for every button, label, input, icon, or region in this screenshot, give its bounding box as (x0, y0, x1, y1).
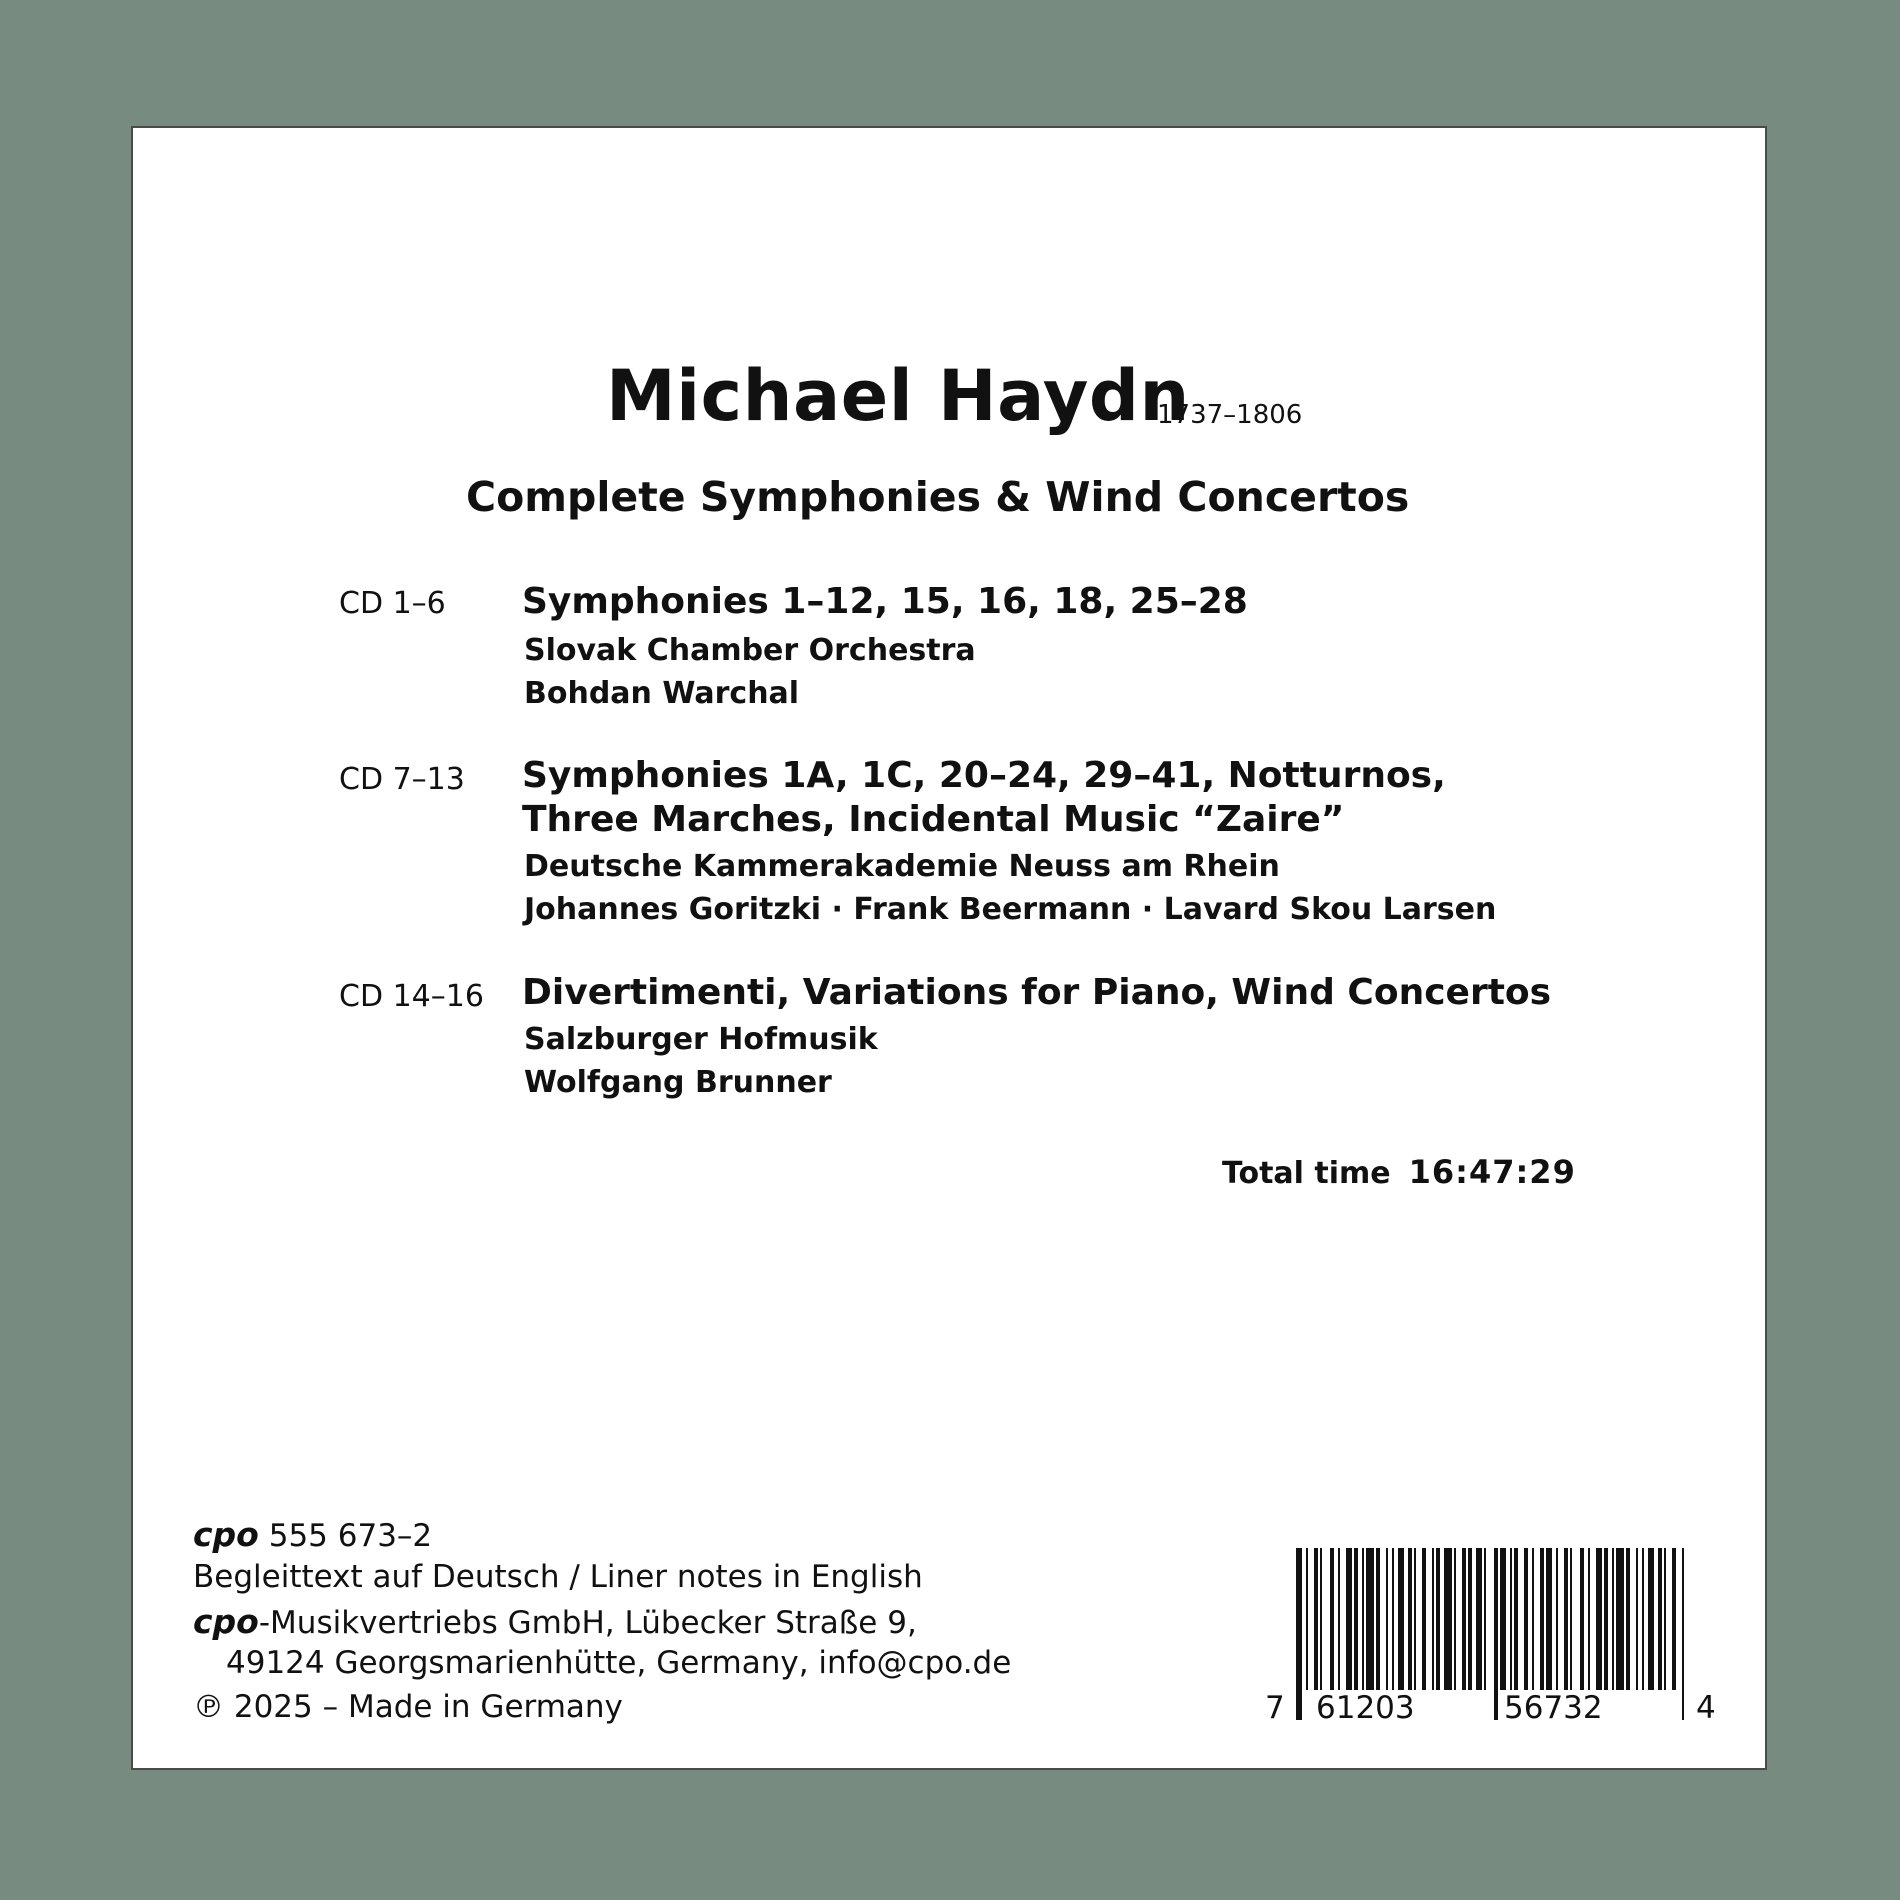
barcode-bar (1546, 1548, 1552, 1690)
barcode-digit: 7 (1265, 1690, 1285, 1726)
barcode-bar (1570, 1548, 1572, 1690)
total-time (1222, 1153, 1576, 1191)
barcode-bar (1386, 1548, 1388, 1690)
cd-performer: Slovak Chamber Orchestra (524, 633, 976, 668)
barcode-bar (1414, 1548, 1416, 1690)
cd-title: Three Marches, Incidental Music “Zaire” (522, 799, 1345, 840)
barcode-bar (1432, 1548, 1434, 1690)
cd-performer: Deutsche Kammerakademie Neuss am Rhein (524, 849, 1280, 884)
catalog-number: 555 673–2 (268, 1518, 433, 1554)
barcode-bar (1444, 1548, 1452, 1690)
barcode-bar (1500, 1548, 1506, 1690)
company-address: 49124 Georgsmarienhütte, Germany, info@cpo.de (226, 1645, 1012, 1681)
barcode-bar (1556, 1548, 1558, 1690)
cd-label: CD 7–13 (339, 762, 465, 797)
catalog-line (193, 1515, 432, 1554)
barcode-bar (1462, 1548, 1466, 1690)
barcode-bar (1648, 1548, 1654, 1690)
barcode-bar (1612, 1548, 1614, 1690)
barcode-digits-left: 61203 (1316, 1690, 1415, 1726)
liner-notes: Begleittext auf Deutsch / Liner notes in English (193, 1559, 923, 1595)
barcode-bar (1362, 1548, 1364, 1690)
cd-title: Divertimenti, Variations for Piano, Wind Concertos (522, 972, 1552, 1013)
barcode-bar (1524, 1548, 1528, 1690)
barcode-bar (1408, 1548, 1412, 1690)
barcode-bar (1376, 1548, 1380, 1690)
barcode-bar (1338, 1548, 1340, 1690)
cd-performer: Wolfgang Brunner (524, 1065, 832, 1100)
barcode-bar (1436, 1548, 1440, 1690)
barcode-bar (1588, 1548, 1590, 1690)
barcode-bar (1514, 1548, 1518, 1690)
composer-dates: 1737–1806 (1157, 400, 1303, 430)
barcode-digit: 4 (1696, 1690, 1716, 1726)
cpo-logo: cpo (193, 1602, 259, 1641)
barcode-bar (1604, 1548, 1608, 1690)
barcode-bar (1596, 1548, 1602, 1690)
cpo-logo: cpo (193, 1515, 259, 1554)
barcode-bar (1320, 1548, 1322, 1690)
barcode-bar (1484, 1548, 1486, 1690)
barcode-bar (1540, 1548, 1544, 1690)
barcode-bar (1306, 1548, 1308, 1690)
barcode-bar (1636, 1548, 1638, 1690)
barcode-bar (1664, 1548, 1666, 1690)
barcode-bar (1642, 1548, 1644, 1690)
barcode-bar (1616, 1548, 1624, 1690)
cd-title: Symphonies 1–12, 15, 16, 18, 25–28 (522, 581, 1248, 622)
company-line (193, 1602, 917, 1641)
barcode-bar (1454, 1548, 1456, 1690)
barcode-digits-right: 56732 (1504, 1690, 1603, 1726)
barcode-bar (1494, 1548, 1498, 1720)
copyright: ℗ 2025 – Made in Germany (193, 1689, 623, 1725)
barcode-bar (1672, 1548, 1676, 1690)
barcode-bar (1682, 1548, 1684, 1720)
barcode-bar (1296, 1548, 1302, 1720)
barcode-bar (1354, 1548, 1358, 1690)
barcode-bar (1398, 1548, 1404, 1690)
barcode-bar (1532, 1548, 1534, 1690)
cd-label: CD 14–16 (339, 979, 484, 1014)
total-time-value: 16:47:29 (1408, 1153, 1576, 1191)
barcode-bar (1422, 1548, 1426, 1690)
company-name: -Musikvertriebs GmbH, Lübecker Straße 9, (258, 1605, 917, 1641)
barcode-bar (1392, 1548, 1394, 1690)
barcode-bar (1314, 1548, 1318, 1690)
total-time-label: Total time (1222, 1156, 1391, 1191)
cd-performer: Bohdan Warchal (524, 676, 800, 711)
barcode-bar (1468, 1548, 1472, 1690)
barcode-bar (1510, 1548, 1512, 1690)
cd-performer: Johannes Goritzki · Frank Beermann · Lavard Skou Larsen (524, 892, 1497, 927)
barcode-bar (1476, 1548, 1482, 1690)
cd-performer: Salzburger Hofmusik (524, 1022, 878, 1057)
album-subtitle: Complete Symphonies & Wind Concertos (466, 473, 1410, 521)
barcode-bar (1366, 1548, 1374, 1690)
barcode-bar (1330, 1548, 1334, 1690)
barcode-bar (1564, 1548, 1568, 1690)
barcode-bar (1580, 1548, 1584, 1690)
barcode-bar (1346, 1548, 1352, 1690)
cd-label: CD 1–6 (339, 586, 446, 621)
cd-title: Symphonies 1A, 1C, 20–24, 29–41, Notturnos, (522, 755, 1446, 796)
barcode-bar (1658, 1548, 1662, 1690)
barcode-bar (1626, 1548, 1630, 1690)
composer-name: Michael Haydn (606, 355, 1190, 437)
